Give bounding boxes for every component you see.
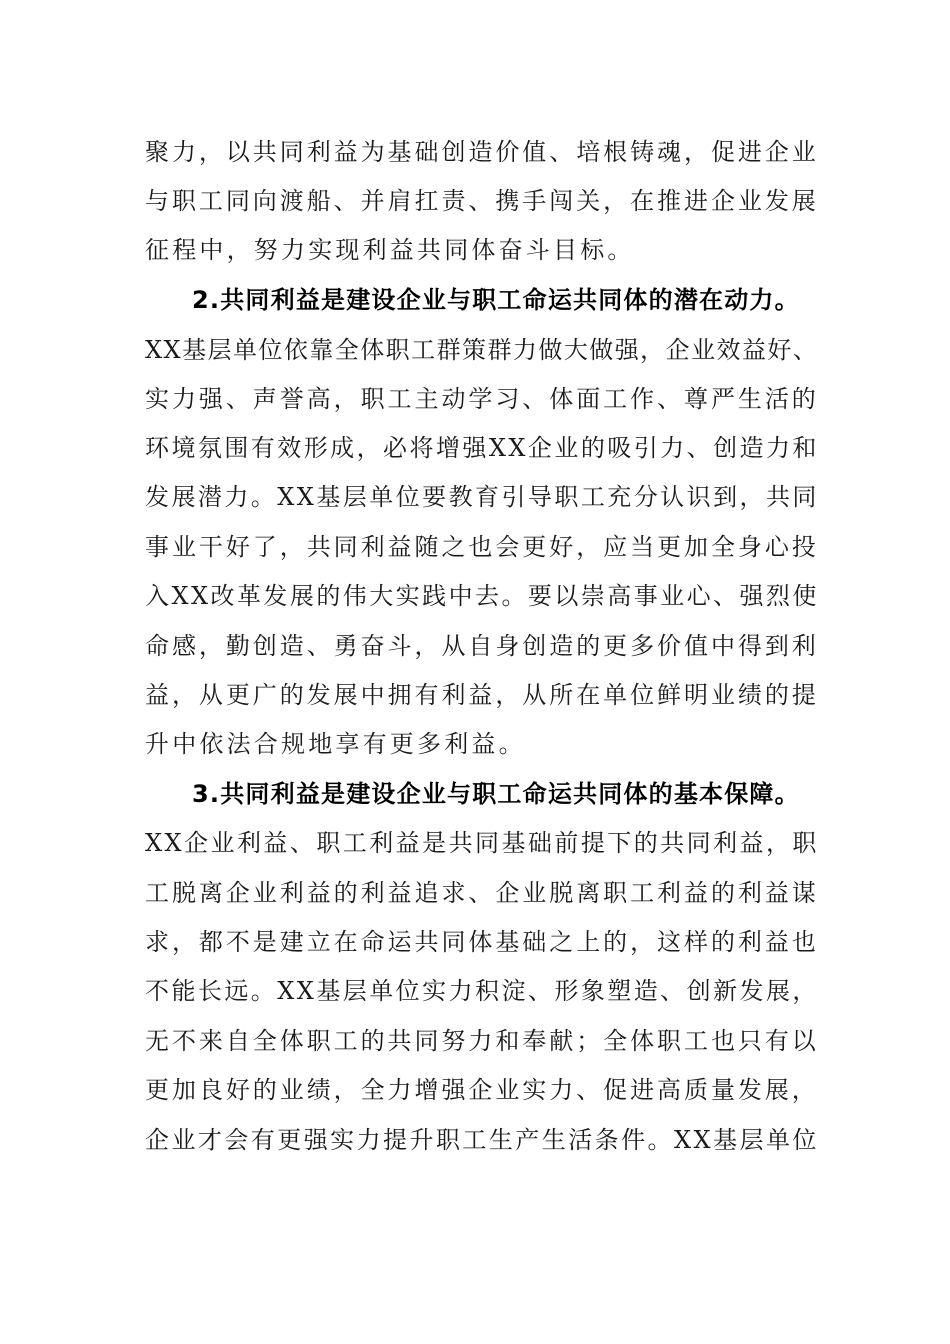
paragraph-line: 环境氛围有效形成，必将增强XX企业的吸引力、创造力和 [145,434,819,462]
paragraph-line: 聚力，以共同利益为基础创造价值、培根铸魂，促进企业 [145,138,819,166]
paragraph-line: 事业干好了，共同利益随之也会更好，应当更加全身心投 [145,533,819,561]
paragraph-line: 更加良好的业绩，全力增强企业实力、促进高质量发展， [145,1076,819,1104]
paragraph-line: 发展潜力。XX基层单位要教育引导职工充分认识到，共同 [145,483,819,511]
paragraph-line: 命感，勤创造、勇奋斗，从自身创造的更多价值中得到利 [145,632,819,660]
paragraph-line: 入XX改革发展的伟大实践中去。要以崇高事业心、强烈使 [145,582,819,610]
paragraph-line: 实力强、声誉高，职工主动学习、体面工作、尊严生活的 [145,385,819,413]
section-heading-3: 3.共同利益是建设企业与职工命运共同体的基本保障。 [192,780,800,808]
paragraph-line: 企业才会有更强实力提升职工生产生活条件。XX基层单位 [145,1126,819,1154]
paragraph-line: XX企业利益、职工利益是共同基础前提下的共同利益，职 [145,829,819,857]
paragraph-line: 不能长远。XX基层单位实力积淀、形象塑造、创新发展， [145,977,819,1005]
paragraph-line: 升中依法合规地享有更多利益。 [145,730,526,758]
paragraph-line: 无不来自全体职工的共同努力和奉献；全体职工也只有以 [145,1027,819,1055]
paragraph-line: 求，都不是建立在命运共同体基础之上的，这样的利益也 [145,928,819,956]
paragraph-line: XX基层单位依靠全体职工群策群力做大做强，企业效益好、 [145,336,819,364]
paragraph-line: 益，从更广的发展中拥有利益，从所在单位鲜明业绩的提 [145,681,819,709]
section-heading-2: 2.共同利益是建设企业与职工命运共同体的潜在动力。 [192,286,800,314]
paragraph-line: 工脱离企业利益的利益追求、企业脱离职工利益的利益谋 [145,879,819,907]
paragraph-line: 征程中，努力实现利益共同体奋斗目标。 [145,236,635,264]
paragraph-line: 与职工同向渡船、并肩扛责、携手闯关，在推进企业发展 [145,187,819,215]
